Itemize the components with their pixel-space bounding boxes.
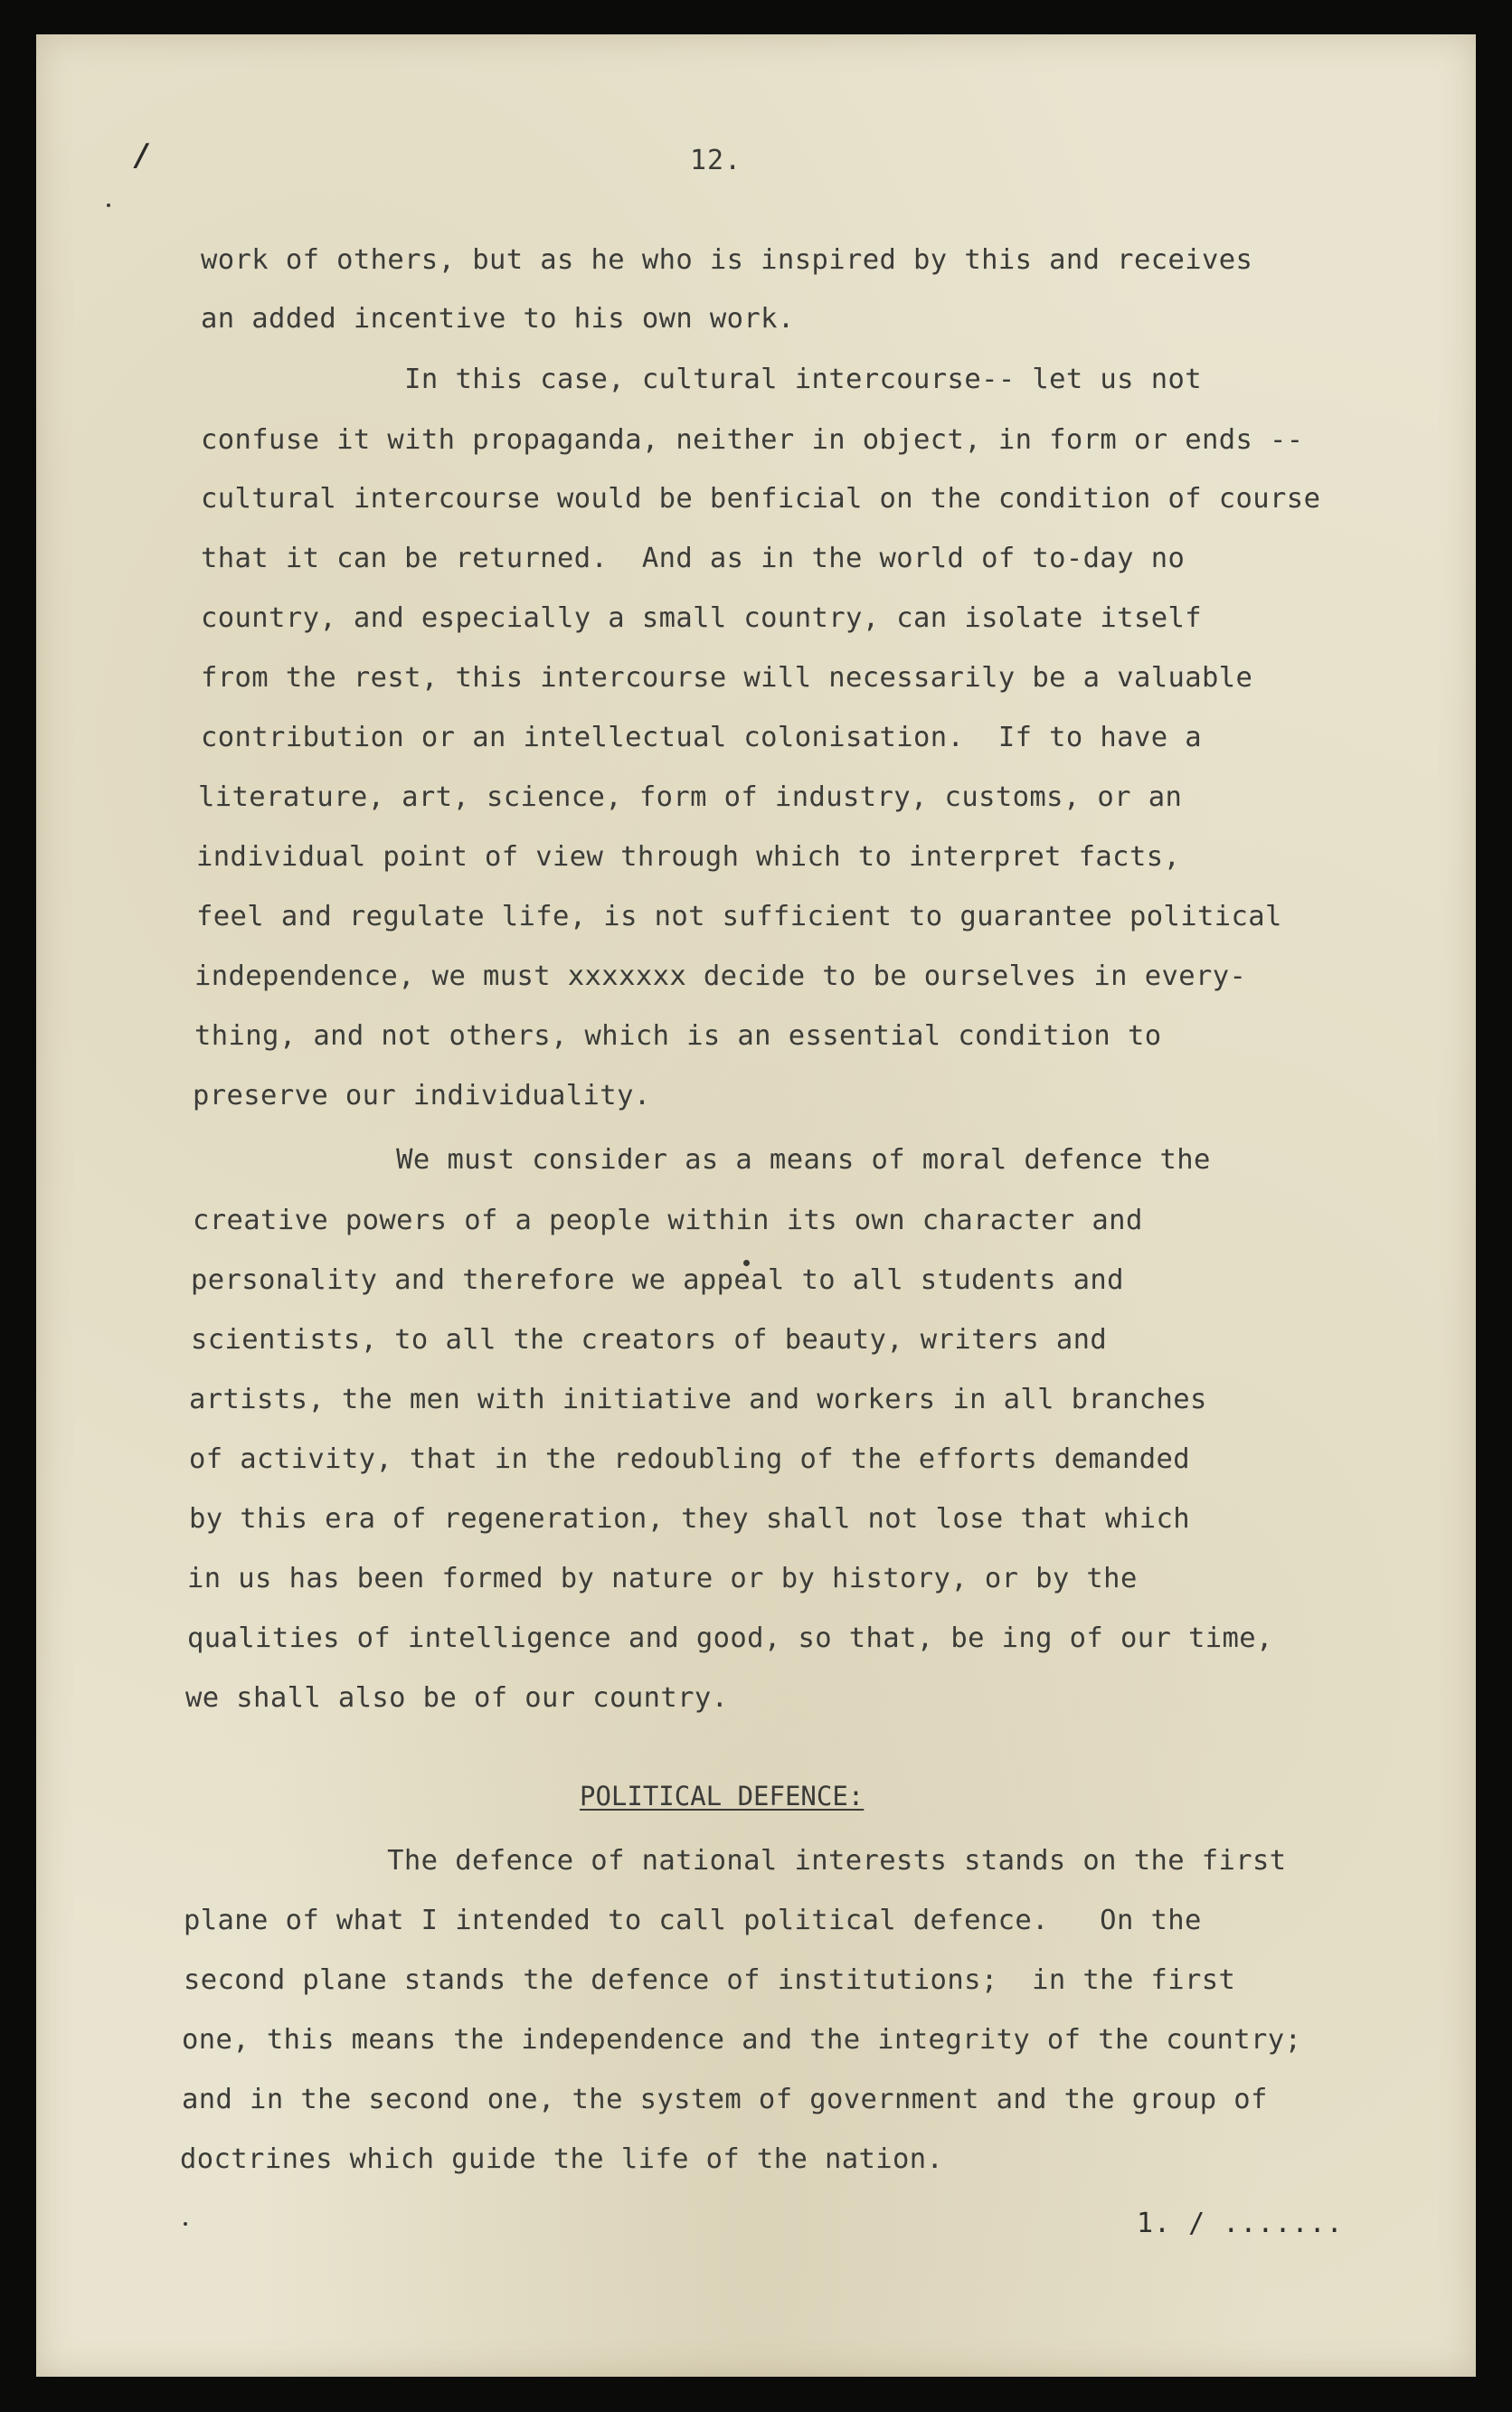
text-line: of activity, that in the redoubling of the efforts demanded xyxy=(189,1443,1190,1475)
text-line: country, and especially a small country, can isolate itself xyxy=(201,602,1202,634)
text-line: doctrines which guide the life of the nation. xyxy=(180,2143,944,2175)
text-line: and in the second one, the system of government and the group of xyxy=(182,2084,1268,2115)
page-number: 12. xyxy=(690,145,742,176)
text-line: from the rest, this intercourse will necessarily be a valuable xyxy=(201,662,1253,694)
text-line: confuse it with propaganda, neither in object, in form or ends -- xyxy=(201,424,1304,456)
text-line: cultural intercourse would be benficial on the condition of course xyxy=(201,483,1321,515)
text-line: individual point of view through which to interpret facts, xyxy=(196,841,1181,873)
text-line: independence, we must xxxxxxx decide to be ourselves in every- xyxy=(194,960,1247,992)
text-line: in us has been formed by nature or by history, or by the xyxy=(187,1563,1138,1594)
section-heading: POLITICAL DEFENCE: xyxy=(580,1781,865,1811)
text-line: second plane stands the defence of institutions; in the first xyxy=(184,1964,1236,1996)
text-line: In this case, cultural intercourse-- let us not xyxy=(201,364,1202,395)
text-line: preserve our individuality. xyxy=(193,1080,651,1111)
text-line: plane of what I intended to call political defence. On the xyxy=(184,1905,1202,1936)
text-line: scientists, to all the creators of beauty, writers and xyxy=(191,1324,1108,1356)
margin-mark: / xyxy=(136,137,147,174)
continuation-mark: 1. / ....... xyxy=(1137,2208,1344,2239)
text-line: an added incentive to his own work. xyxy=(201,303,795,335)
text-line: The defence of national interests stands on the first xyxy=(184,1845,1287,1877)
text-line: feel and regulate life, is not sufficient to guarantee political xyxy=(196,901,1282,932)
text-line: work of others, but as he who is inspired by this and receives xyxy=(201,244,1253,276)
text-line: by this era of regeneration, they shall not lose that which xyxy=(189,1503,1190,1535)
text-line: qualities of intelligence and good, so that, be ing of our time, xyxy=(187,1622,1273,1654)
text-line: that it can be returned. And as in the world of to-day no xyxy=(201,543,1186,574)
text-line: we shall also be of our country. xyxy=(185,1682,729,1714)
margin-speck xyxy=(107,203,110,207)
text-line: literature, art, science, form of industry, customs, or an xyxy=(198,781,1183,813)
text-line: one, this means the independence and the integrity of the country; xyxy=(182,2024,1302,2056)
text-line: artists, the men with initiative and workers in all branches xyxy=(189,1384,1207,1415)
text-line: creative powers of a people within its own character and xyxy=(193,1205,1143,1236)
text-line: contribution or an intellectual colonisation. If to have a xyxy=(201,722,1202,753)
text-line: personality and therefore we appeal to all students and xyxy=(191,1264,1124,1296)
margin-speck xyxy=(184,2222,187,2226)
text-line: We must consider as a means of moral defence the xyxy=(193,1144,1211,1176)
text-line: thing, and not others, which is an essential condition to xyxy=(194,1020,1162,1052)
